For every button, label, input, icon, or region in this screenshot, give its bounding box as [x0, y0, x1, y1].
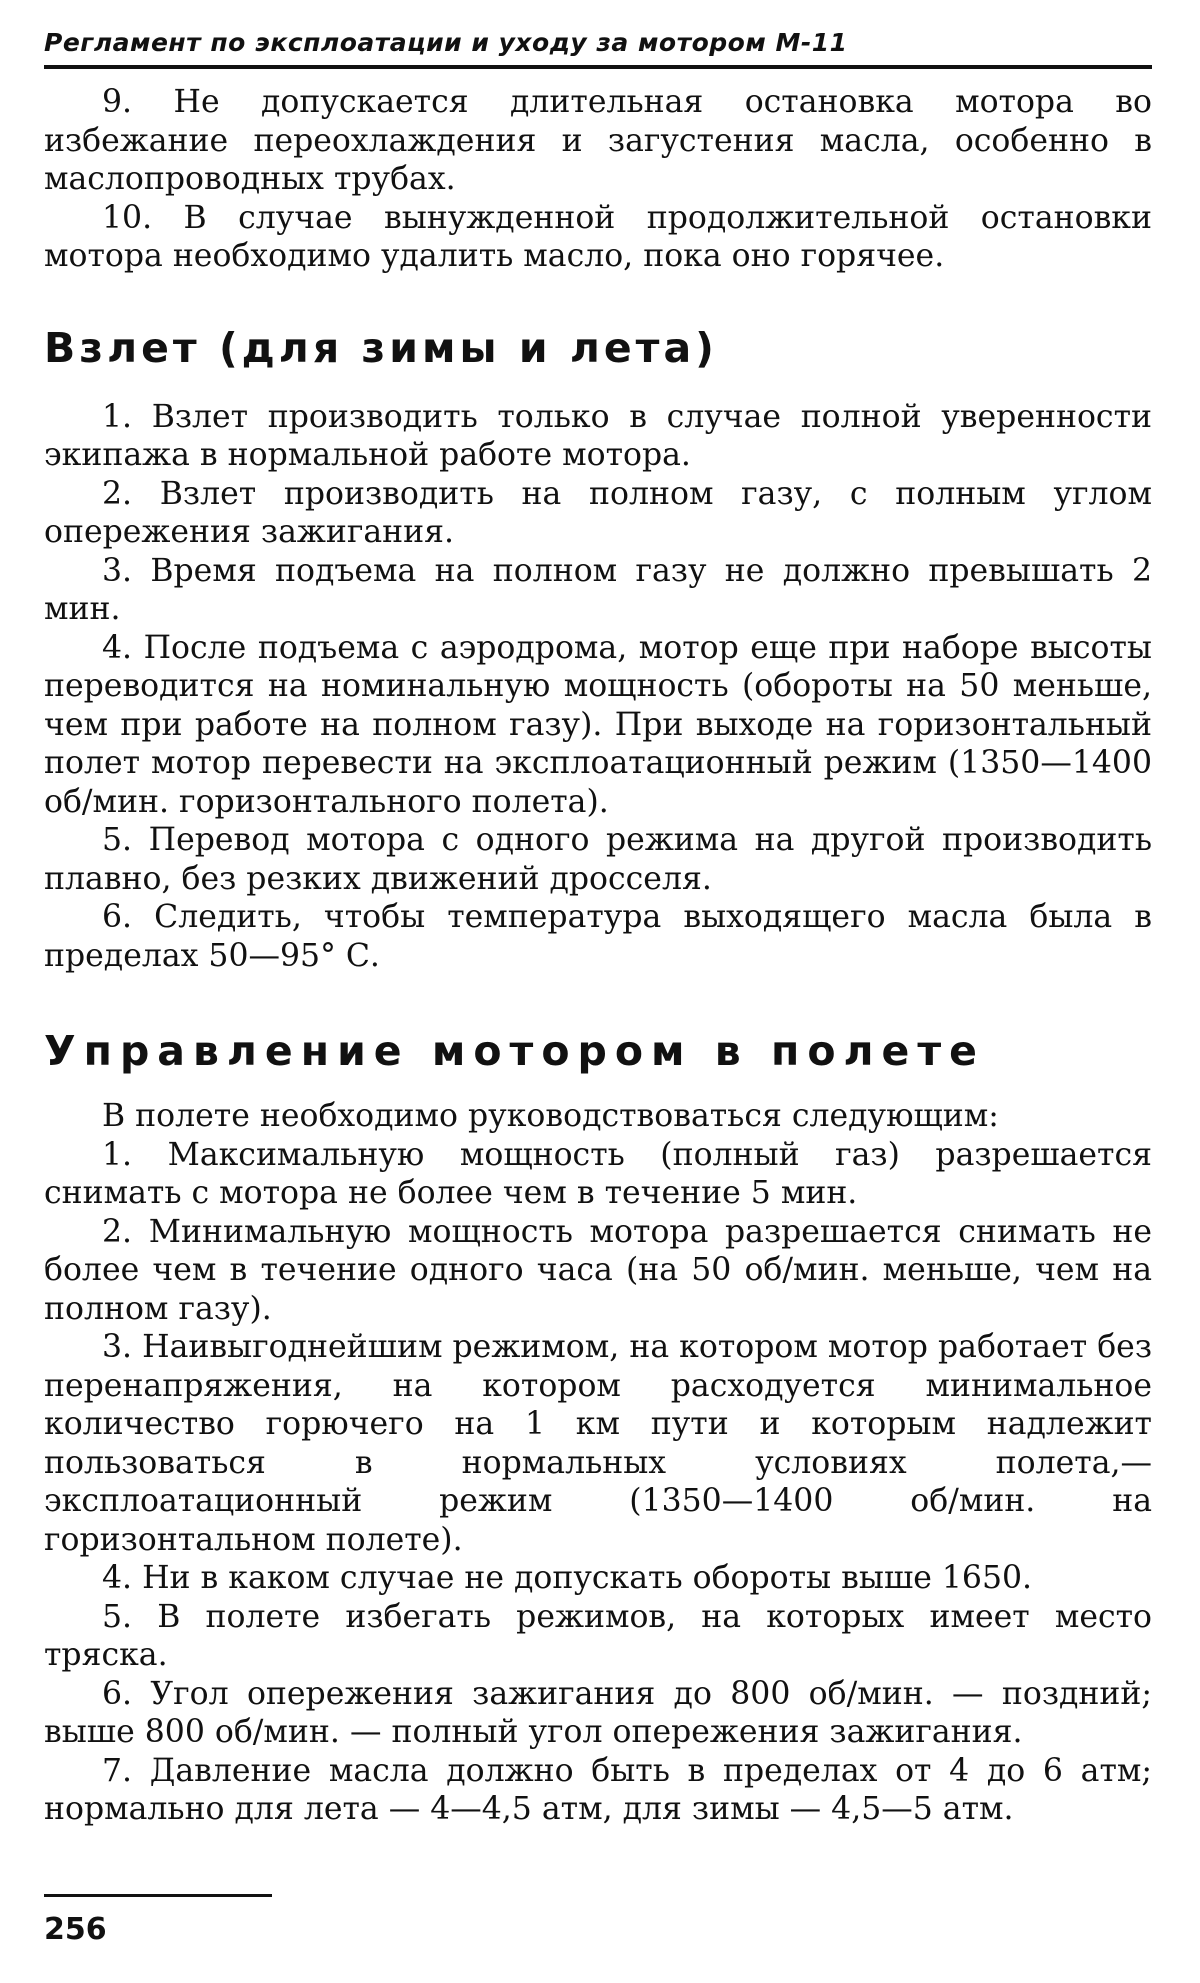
paragraph: 1. Максимальную мощность (полный газ) разрешается снимать с мотора не более чем в течение 5 мин. [44, 1136, 1152, 1211]
paragraph: 5. В полете избегать режимов, на которых имеет место тряска. [44, 1598, 1152, 1673]
paragraph: 4. После подъема с аэродрома, мотор еще при наборе высоты переводится на номинальную мощность (обороты на 50 меньше, чем при работе на полном газу). При выходе на горизонтальный полет мотор перевести на эксплоатационный режим (1350—1400 об/мин. горизонтального полета). [44, 629, 1152, 820]
paragraph: 5. Перевод мотора с одного режима на другой производить плавно, без резких движений дросселя. [44, 822, 1152, 897]
paragraph: 9. Не допускается длительная остановка мотора во избежание переохлаждения и загустения масла, особенно в маслопроводных трубах. [44, 84, 1152, 197]
paragraph: 10. В случае вынужденной продолжительной остановки мотора необходимо удалить масло, пока оно горячее. [44, 199, 1152, 274]
paragraph: 6. Угол опережения зажигания до 800 об/мин. — поздний; выше 800 об/мин. — полный угол опережения зажигания. [44, 1675, 1152, 1750]
page-number: 256 [44, 1912, 107, 1947]
paragraph: 1. Взлет производить только в случае полной уверенности экипажа в нормальной работе мотора. [44, 398, 1152, 473]
paragraph: 7. Давление масла должно быть в пределах от 4 до 6 атм; нормально для лета — 4—4,5 атм, для зимы — 4,5—5 атм. [44, 1752, 1152, 1827]
intro-section [44, 83, 1152, 276]
takeoff-section [44, 324, 1152, 976]
paragraph: 6. Следить, чтобы температура выходящего масла была в пределах 50—95° С. [44, 899, 1152, 974]
paragraph: 4. Ни в каком случае не допускать обороты выше 1650. [102, 1560, 1033, 1596]
paragraph: 3. Наивыгоднейшим режимом, на котором мотор работает без перенапряжения, на котором расходуется минимальное количество горючего на 1 км пути и которым надлежит пользоваться в нормальных условиях полета,— эксплоатационный режим (1350—1400 об/мин. на горизонтальном полете). [44, 1329, 1152, 1558]
running-header: Регламент по эксплоатации и уходу за мотором М-11 [44, 28, 1152, 69]
footer-rule [44, 1894, 272, 1897]
paragraph: 2. Минимальную мощность мотора разрешается снимать не более чем в течение одного часа (на 50 об/мин. меньше, чем на полном газу). [44, 1213, 1152, 1327]
page [44, 28, 1152, 1829]
section-heading-flight: Управление мотором в полете [44, 1027, 985, 1075]
section-heading-takeoff: Взлет (для зимы и лета) [44, 323, 718, 372]
paragraph: 3. Время подъема на полном газу не должно превышать 2 мин. [44, 552, 1152, 627]
paragraph: В полете необходимо руководствоваться следующим: [102, 1098, 999, 1134]
paragraph: 2. Взлет производить на полном газу, с полным углом опережения зажигания. [44, 475, 1152, 550]
flight-section [44, 1027, 1152, 1829]
